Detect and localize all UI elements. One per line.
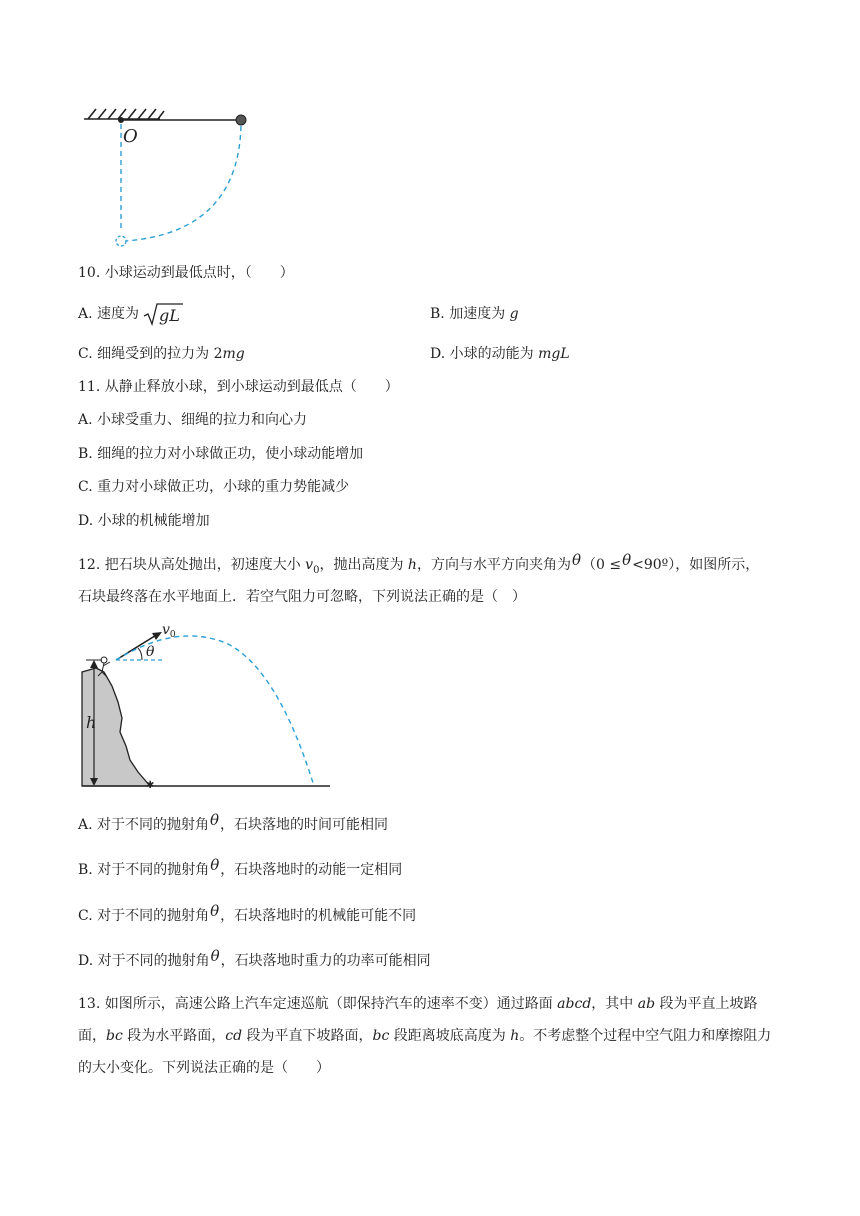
ground-mark: ✱	[146, 780, 155, 791]
label-O: O	[123, 126, 138, 147]
q12-stem-line2: 石块最终落在水平地面上．若空气阻力可忽略，下列说法正确的是（ ）	[78, 589, 526, 605]
sqrt-symbol	[143, 302, 183, 326]
q12-theta-2: θ	[622, 551, 632, 569]
q12-h: h	[407, 557, 417, 573]
q12-v0: v	[305, 557, 314, 573]
q11-option-c: C. 重力对小球做正功，小球的重力势能减少	[78, 479, 350, 495]
q13-t7: 。不考虑整个过程中空气阻力和摩擦阻力的大小变化。下列说法正确的是（ ）	[78, 1028, 772, 1076]
q11-stem: 11. 从静止释放小球，到小球运动到最低点（ ）	[78, 379, 399, 395]
q10-d-math: mgL	[538, 346, 570, 362]
q10-stem: 10. 小球运动到最低点时，（ ）	[78, 265, 294, 281]
q12-text-b: ，抛出高度为	[319, 557, 408, 573]
q13-abcd: abcd	[557, 996, 592, 1012]
q12-option-d	[78, 947, 431, 971]
q13-t2: ，其中	[591, 996, 638, 1012]
q12-option-a	[78, 811, 389, 835]
q12-d-prefix: D. 对于不同的抛射角	[78, 953, 210, 969]
pendulum-figure	[78, 100, 258, 252]
projectile-figure	[78, 620, 334, 792]
q13-h: h	[510, 1028, 520, 1044]
label-h: h	[86, 713, 97, 732]
lowest-ball	[116, 236, 126, 246]
q10-c-math: mg	[222, 346, 245, 362]
label-v0: $v_0$	[162, 622, 176, 640]
q10-option-c	[78, 344, 245, 364]
height-arrow-top	[90, 660, 98, 668]
pivot-point	[118, 117, 124, 123]
q10-b-math: g	[509, 306, 519, 322]
ceiling-hatch	[84, 109, 164, 119]
q12-d-theta: θ	[210, 947, 220, 965]
q12-c-theta: θ	[210, 902, 220, 920]
q11-option-b: B. 细绳的拉力对小球做正功，使小球动能增加	[78, 446, 364, 462]
angle-arc	[138, 648, 142, 660]
q13-t6: 段距离坡底高度为	[389, 1028, 511, 1044]
q12-theta-1: θ	[571, 551, 581, 569]
q12-d-suffix: ，石块落地时重力的功率可能相同	[220, 953, 431, 969]
q12-b-theta: θ	[210, 856, 220, 874]
q13-cd: cd	[225, 1028, 243, 1044]
q10-b-prefix: B. 加速度为	[430, 306, 506, 322]
q12-a-theta: θ	[210, 811, 220, 829]
q13-bc2: bc	[372, 1028, 390, 1044]
q12-b-prefix: B. 对于不同的抛射角	[78, 862, 210, 878]
q12-c-suffix: ，石块落地时的机械能可能不同	[220, 908, 417, 924]
q13-t1: 13. 如图所示，高速公路上汽车定速巡航（即保持汽车的速率不变）通过路面	[78, 996, 558, 1012]
label-theta: θ	[146, 644, 155, 660]
q13-t5: 段为平直下坡路面，	[242, 1028, 373, 1044]
ball	[236, 115, 246, 125]
q10-a-prefix: A. 速度为	[78, 306, 140, 322]
q11-option-d: D. 小球的机械能增加	[78, 513, 210, 529]
q10-option-b	[430, 304, 519, 324]
dashed-arc	[126, 126, 241, 241]
q10-option-d	[430, 344, 570, 364]
q12-text-a: 12. 把石块从高处抛出，初速度大小	[78, 557, 306, 573]
q13-bc: bc	[106, 1028, 123, 1044]
q13-t3: 段为平直上坡路面，	[78, 996, 758, 1044]
q10-option-a	[78, 302, 183, 326]
q11-option-a: A. 小球受重力、细绳的拉力和向心力	[78, 412, 308, 428]
q12-text-d: （0 ≤	[581, 557, 622, 573]
q10-d-prefix: D. 小球的动能为	[430, 346, 534, 362]
q10-c-prefix: C. 细绳受到的拉力为 2	[78, 346, 223, 362]
q12-text-e: <90º），如图所示，	[632, 557, 760, 573]
q13-ab: ab	[637, 996, 656, 1012]
q12-option-b	[78, 856, 403, 880]
q13-stem	[78, 988, 778, 1084]
q12-text-c: ，方向与水平方向夹角为	[416, 557, 571, 573]
q13-t4: 段为水平路面，	[122, 1028, 226, 1044]
q12-stem-line1	[78, 551, 760, 581]
q12-a-prefix: A. 对于不同的抛射角	[78, 817, 210, 833]
q12-option-c	[78, 902, 417, 926]
q12-a-suffix: ，石块落地的时间可能相同	[220, 817, 389, 833]
q12-v0-sub: 0	[313, 564, 320, 576]
q12-b-suffix: ，石块落地时的动能一定相同	[220, 862, 403, 878]
q12-c-prefix: C. 对于不同的抛射角	[78, 908, 210, 924]
q10-a-radicand: gL	[159, 306, 181, 325]
